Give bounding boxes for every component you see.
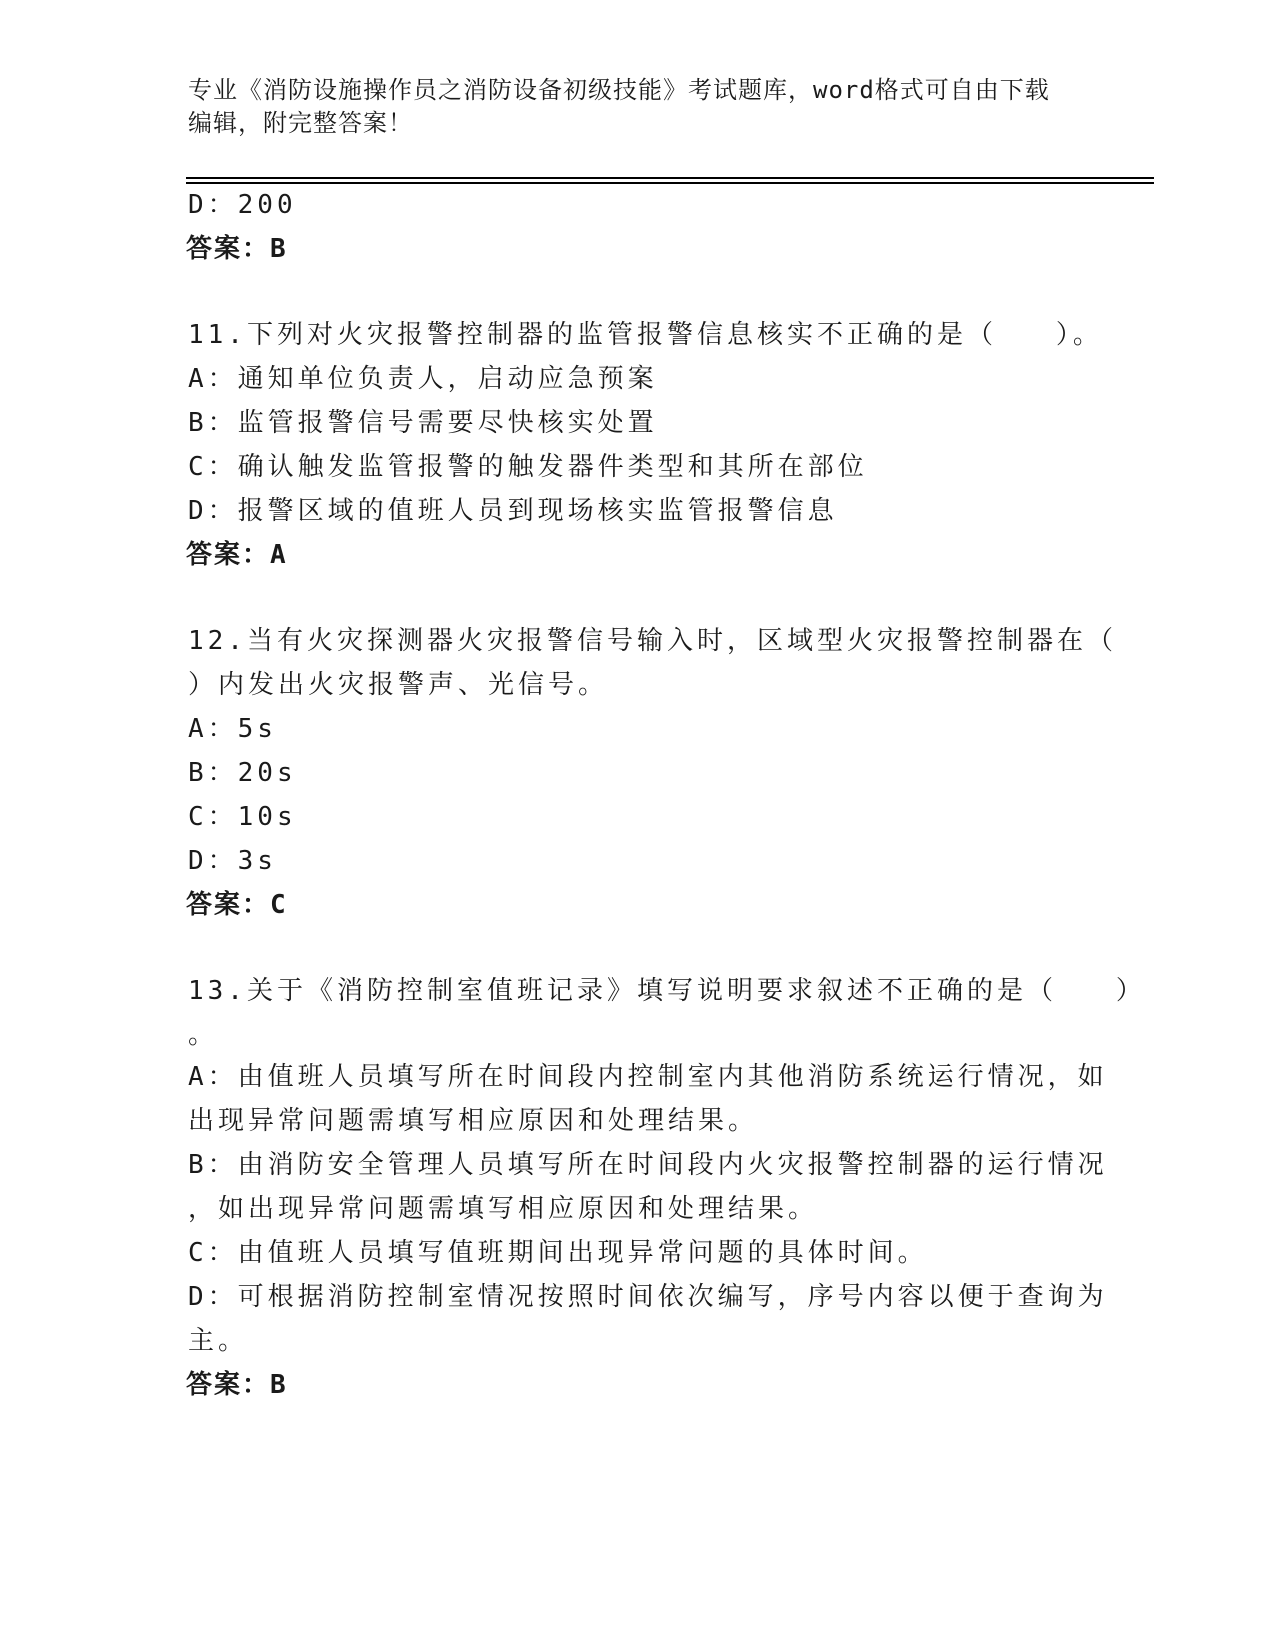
answer: 答案：A: [186, 540, 288, 570]
option-d: D：报警区域的值班人员到现场核实监管报警信息: [188, 496, 838, 526]
option-b-continued: ，如出现异常问题需填写相应原因和处理结果。: [188, 1194, 819, 1224]
option-d-continued: 主。: [188, 1326, 249, 1356]
option-b: B：由消防安全管理人员填写所在时间段内火灾报警控制器的运行情况: [188, 1150, 1108, 1180]
question-stem: 13.关于《消防控制室值班记录》填写说明要求叙述不正确的是（ ）: [188, 976, 1146, 1006]
option-c: C：10s: [188, 802, 297, 832]
option-a-continued: 出现异常问题需填写相应原因和处理结果。: [188, 1106, 759, 1136]
option-d: D：200: [188, 190, 297, 220]
question-stem: 11.下列对火灾报警控制器的监管报警信息核实不正确的是（ ）。: [188, 320, 1103, 350]
header-text: 专业《消防设施操作员之消防设备初级技能》考试题库，word格式可自由下载编辑，附完整答案！: [188, 76, 1050, 137]
option-c: C：由值班人员填写值班期间出现异常问题的具体时间。: [188, 1238, 928, 1268]
question-stem: 12.当有火灾探测器火灾报警信号输入时，区域型火灾报警控制器在（: [188, 626, 1117, 656]
question-stem-continued: ）内发出火灾报警声、光信号。: [188, 670, 609, 700]
question-stem-continued: 。: [188, 1020, 219, 1050]
option-b: B：20s: [188, 758, 297, 788]
option-a: A：通知单位负责人，启动应急预案: [188, 364, 658, 394]
option-c: C：确认触发监管报警的触发器件类型和其所在部位: [188, 452, 868, 482]
answer: 答案：B: [186, 1370, 288, 1400]
option-a: A：5s: [188, 714, 277, 744]
option-d: D：3s: [188, 846, 277, 876]
option-b: B：监管报警信号需要尽快核实处置: [188, 408, 658, 438]
option-a: A：由值班人员填写所在时间段内控制室内其他消防系统运行情况，如: [188, 1062, 1108, 1092]
answer: 答案：C: [186, 890, 288, 920]
answer: 答案：B: [186, 234, 288, 264]
option-d: D：可根据消防控制室情况按照时间依次编写，序号内容以便于查询为: [188, 1282, 1108, 1312]
